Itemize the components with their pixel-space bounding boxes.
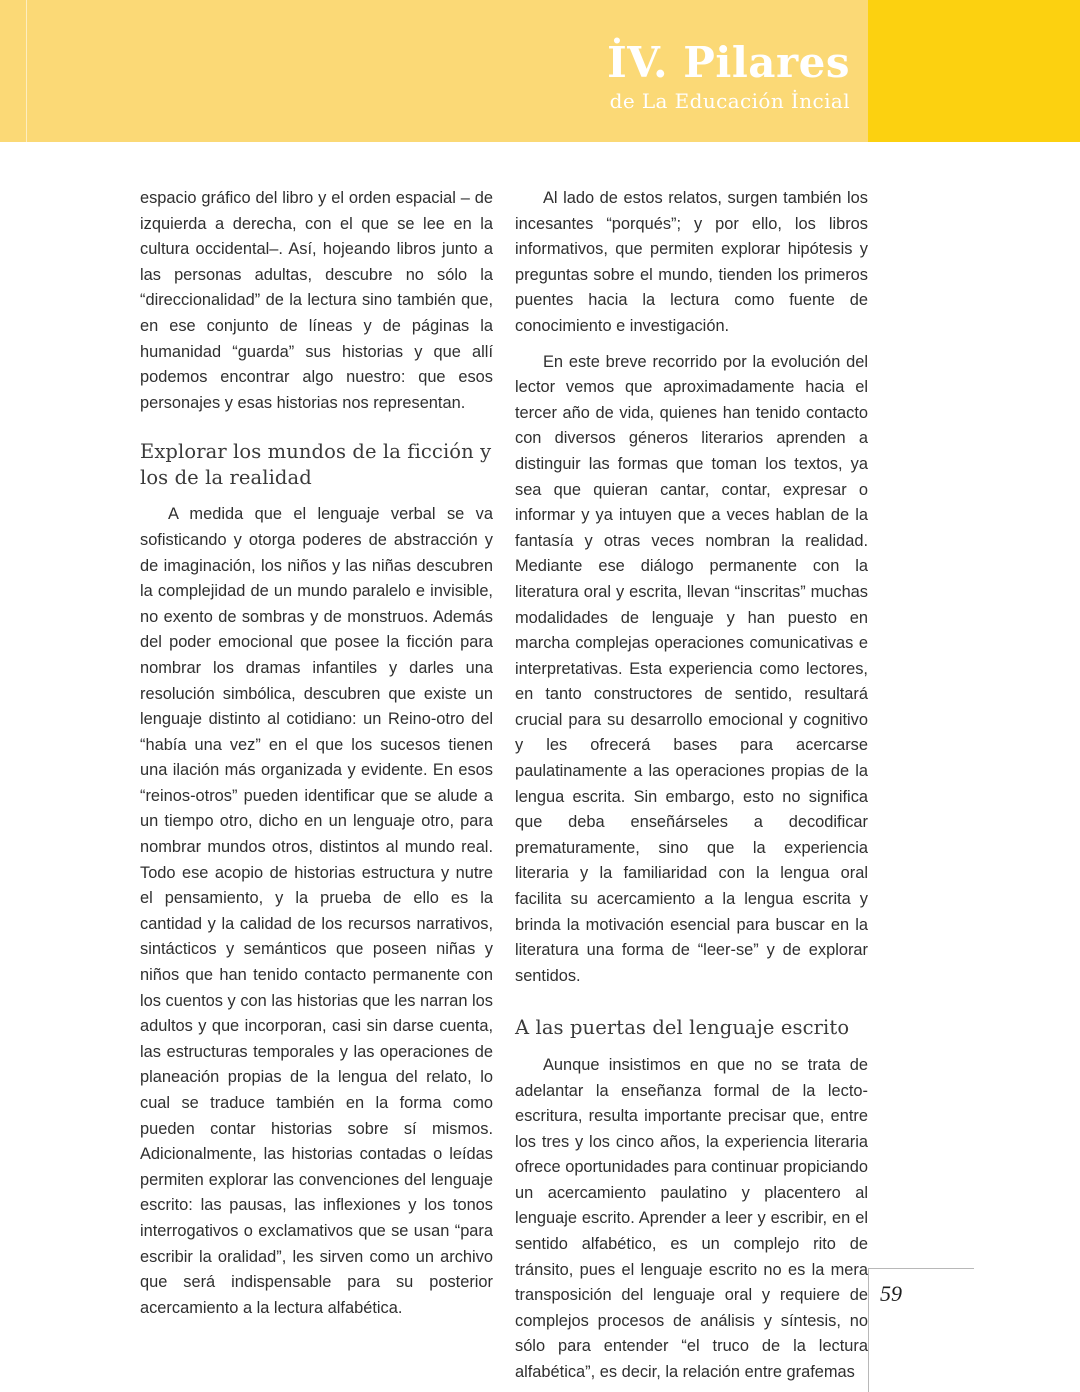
chapter-subtitle: de La Educación İncial bbox=[609, 89, 850, 113]
body-paragraph: A medida que el lenguaje verbal se va sofisticando y otorga poderes de abstracción y de imaginación, los niños y las niñas descubren la complejidad de un mundo paralelo e invisible, no exento de sombras y de monstruos. Además del poder emocional que posee la ficción para nombrar los dramas infantiles y darles una resolución simbólica, descubren que existe un lenguaje distinto al cotidiano: un Reino-otro del “había una vez” en el que los sucesos tienen una ilación más organizada y evidente. En esos “reinos-otros” pueden identificar que se alude a un tiempo otro, dicho en un lenguaje otro, para nombrar mundos otros, distintos al mundo real. Todo ese acopio de historias estructura y nutre el pensamiento, y la prueba de ello es la cantidad y la calidad de los recursos narrativos, sintácticos y semánticos que poseen niñas y niños que han tenido contacto permanente con los cuentos y con las historias que les narran los adultos y que incorporan, casi sin darse cuenta, las estructuras temporales y las operaciones de planeación propias de la lengua del relato, lo cual se traduce también en la forma como pueden contar historias sobre sí mismos. Adicionalmente, las historias contadas o leídas permiten explorar las convenciones del lenguaje escrito: las pausas, las inflexiones y los tonos interrogativos o exclamativos que se usan “para escribir la oralidad”, les sirven como un archivo que será indispensable para su posterior acercamiento a la lectura alfabética. bbox=[140, 505, 493, 1317]
body-paragraph: espacio gráfico del libro y el orden espacial – de izquierda a derecha, con el que se lee en la cultura occidental–. Así, hojeando libros junto a las personas adultas, descubre no sólo la “direccionalidad” de la lectura sino también que, en ese conjunto de líneas y de páginas la humanidad “guarda” sus historias y que allí podemos encontrar algo nuestro: que esos personajes y esas historias nos representan. bbox=[140, 189, 493, 412]
body-paragraph: Aunque insistimos en que no se trata de adelantar la enseñanza formal de la lecto-escritura, resulta importante precisar que, entre los tres y los cinco años, la experiencia literaria ofrece oportunidades para continuar propiciando un acercamiento paulatino y placentero al lenguaje escrito. Aprender a leer y escribir, en el sentido alfabético, es un complejo rito de tránsito, pues el lenguaje escrito no es la mera transposición del lenguaje oral y requiere de complejos procesos de análisis y síntesis, no sólo para entender “el truco de la lectura alfabética”, es decir, la relación entre grafemas bbox=[515, 1055, 868, 1382]
chapter-title: İV. Pilares bbox=[607, 38, 850, 87]
page-body bbox=[140, 186, 868, 1382]
page-header-banner bbox=[0, 0, 1080, 142]
paragraph-spacer bbox=[515, 340, 868, 350]
section-heading-puertas-lenguaje: A las puertas del lenguaje escrito bbox=[515, 1016, 850, 1040]
page-number: 59 bbox=[880, 1281, 902, 1306]
section-heading-explorar-mundos: Explorar los mundos de la ficción y los de la realidad bbox=[140, 440, 492, 489]
body-paragraph: Al lado de estos relatos, surgen también los incesantes “porqués”; y por ello, los libros informativos, que permiten explorar hipótesis y preguntas sobre el mundo, tienden los primeros puentes hacia la lectura como fuente de conocimiento e investigación. bbox=[515, 189, 868, 335]
page-number-rule-top bbox=[868, 1268, 974, 1269]
page-number-frame bbox=[868, 1268, 1080, 1392]
header-band-accent bbox=[868, 0, 1080, 142]
page-number-rule-left bbox=[868, 1268, 869, 1392]
header-title-block bbox=[330, 40, 850, 114]
header-vertical-rule bbox=[26, 0, 27, 142]
body-paragraph: En este breve recorrido por la evolución del lector vemos que aproximadamente hacia el tercer año de vida, quienes han tenido contacto con diversos géneros literarios aprenden a distinguir las formas que toman los textos, ya sea que quieran cantar, contar, expresar o informar y ya intuyen que a veces hablan de la fantasía y otras veces nombran la realidad. Mediante ese diálogo permanente con la literatura oral y escrita, llevan “inscritas” muchas modalidades de lenguaje y han puesto en marcha complejas operaciones comunicativas e interpretativas. Esta experiencia como lectores, en tanto constructores de sentido, resultará crucial para su desarrollo emocional y cognitivo y les ofrecerá bases para acercarse paulatinamente a las operaciones propias de la lengua escrita. Sin embargo, esto no significa que deba enseñárseles a decodificar prematuramente, sino que la experiencia literaria y la familiaridad con la lengua oral facilita su acercamiento a la lengua escrita y brinda la motivación esencial para buscar en la literatura una forma de “leer-se” y de explorar sentidos. bbox=[515, 352, 868, 985]
text-column-left bbox=[140, 186, 493, 1317]
text-column-right bbox=[515, 186, 868, 1382]
